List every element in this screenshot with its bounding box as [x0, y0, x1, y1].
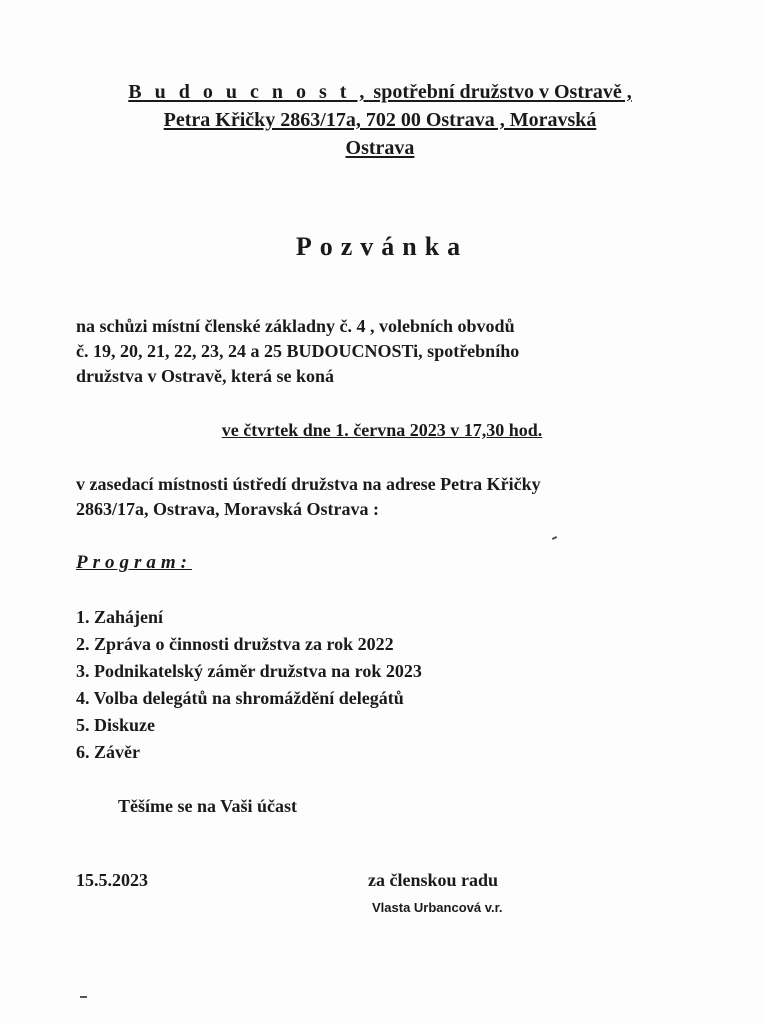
intro-line-1: na schůzi místní členské základny č. 4 , volebních obvodů — [76, 316, 515, 336]
invitation-intro — [76, 314, 696, 389]
document-title: Pozvánka — [295, 232, 469, 261]
program-item: 6. Závěr — [76, 742, 140, 762]
meeting-date: ve čtvrtek dne 1. června 2023 v 17,30 hod. — [221, 420, 543, 440]
meeting-venue — [76, 472, 696, 522]
signatory-name: Vlasta Urbancová v.r. — [372, 900, 503, 915]
scan-speck — [80, 996, 87, 998]
header-line-3: Ostrava — [345, 137, 415, 159]
program-item: 3. Podnikatelský záměr družstva na rok 2023 — [76, 661, 422, 681]
program-list — [76, 604, 422, 766]
program-item: 2. Zpráva o činnosti družstva za rok 2022 — [76, 634, 394, 654]
venue-line-2: 2863/17a, Ostrava, Moravská Ostrava : — [76, 499, 379, 519]
venue-line-1: v zasedací místnosti ústředí družstva na adrese Petra Křičky — [76, 474, 541, 494]
organization-name: B u d o u c n o s t , — [128, 81, 369, 103]
header-line-2: Petra Křičky 2863/17a, 702 00 Ostrava , Moravská — [163, 109, 597, 131]
organization-type: spotřební družstvo v Ostravě , — [368, 81, 632, 103]
program-heading: Program: — [76, 552, 192, 573]
signed-date: 15.5.2023 — [76, 870, 148, 890]
program-item: 1. Zahájení — [76, 607, 164, 627]
organization-header — [60, 78, 700, 162]
program-item: 4. Volba delegátů na shromáždění delegátů — [76, 688, 404, 708]
program-item: 5. Diskuze — [76, 715, 156, 735]
signature-on-behalf: za členskou radu — [368, 870, 499, 890]
header-line-1 — [60, 78, 700, 106]
closing-line: Těšíme se na Vaši účast — [118, 796, 298, 816]
intro-line-2: č. 19, 20, 21, 22, 23, 24 a 25 BUDOUCNOSTi, spotřebního — [76, 341, 520, 361]
scan-speck — [552, 536, 557, 540]
intro-line-3: družstva v Ostravě, která se koná — [76, 366, 334, 386]
